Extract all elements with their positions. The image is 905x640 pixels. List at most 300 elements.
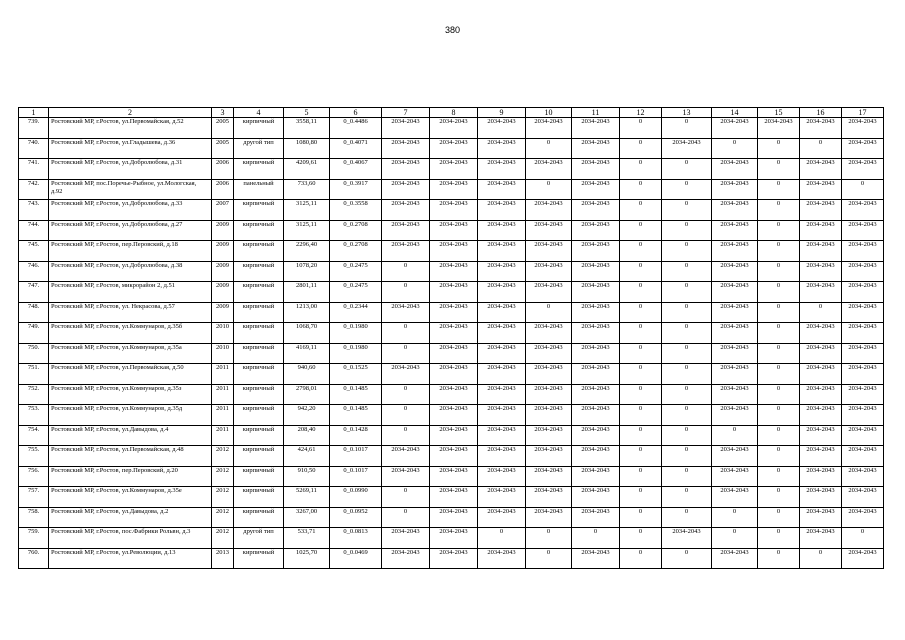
- table-cell: 2034-2043: [382, 118, 430, 139]
- table-row: [19, 241, 884, 262]
- table-cell: 0: [382, 261, 430, 282]
- table-cell: 2034-2043: [712, 323, 758, 344]
- table-cell: 1213,00: [284, 302, 330, 323]
- table-cell: 733,60: [284, 179, 330, 200]
- table-cell: 2013: [212, 548, 234, 569]
- table-cell: 0: [662, 179, 712, 200]
- table-cell: 755.: [19, 446, 49, 467]
- table-cell: 0: [620, 466, 662, 487]
- table-cell: 2034-2043: [842, 343, 884, 364]
- header-row: [19, 108, 884, 118]
- table-cell: 0: [620, 384, 662, 405]
- table-cell: 0: [758, 466, 800, 487]
- table-row: [19, 425, 884, 446]
- table-cell: 743.: [19, 200, 49, 221]
- column-header: 1: [19, 108, 49, 118]
- address-cell: Ростовский МР, г.Ростов, пер.Перовский, д.20: [49, 466, 212, 487]
- address-cell: Ростовский МР, г.Ростов, ул.Коммунаров, д.35а: [49, 343, 212, 364]
- table-cell: 2034-2043: [526, 384, 572, 405]
- address-cell: Ростовский МР, г.Ростов, ул.Коммунаров, д.35е: [49, 487, 212, 508]
- table-row: [19, 364, 884, 385]
- table-cell: 0: [620, 282, 662, 303]
- table-cell: 2034-2043: [712, 118, 758, 139]
- table-cell: 2034-2043: [382, 548, 430, 569]
- table-cell: 4209,61: [284, 159, 330, 180]
- column-header: 16: [800, 108, 842, 118]
- table-cell: 0_0.0990: [330, 487, 382, 508]
- table-cell: 2034-2043: [712, 466, 758, 487]
- table-cell: 0: [662, 425, 712, 446]
- table-cell: 756.: [19, 466, 49, 487]
- table-row: [19, 548, 884, 569]
- table-cell: 2012: [212, 446, 234, 467]
- table-row: [19, 118, 884, 139]
- table-cell: 0: [620, 159, 662, 180]
- table-cell: 2034-2043: [712, 446, 758, 467]
- table-cell: 0_0.1980: [330, 323, 382, 344]
- table-cell: 742.: [19, 179, 49, 200]
- table-cell: 2034-2043: [712, 200, 758, 221]
- table-cell: 0: [620, 179, 662, 200]
- table-cell: 0: [758, 220, 800, 241]
- table-cell: 2034-2043: [800, 241, 842, 262]
- table-cell: 2012: [212, 528, 234, 549]
- table-cell: 2034-2043: [712, 384, 758, 405]
- table-cell: 2034-2043: [842, 507, 884, 528]
- table-cell: 0: [382, 323, 430, 344]
- table-cell: 2034-2043: [478, 548, 526, 569]
- table-cell: 0: [526, 179, 572, 200]
- table-cell: 2034-2043: [478, 241, 526, 262]
- table-cell: 5269,11: [284, 487, 330, 508]
- table-cell: 2034-2043: [478, 220, 526, 241]
- table-cell: 2034-2043: [430, 507, 478, 528]
- table-cell: 2034-2043: [382, 528, 430, 549]
- table-cell: 2034-2043: [430, 200, 478, 221]
- table-cell: 2034-2043: [526, 405, 572, 426]
- table-cell: 2034-2043: [712, 179, 758, 200]
- table-cell: 0: [662, 384, 712, 405]
- table-cell: 2006: [212, 159, 234, 180]
- table-cell: 2034-2043: [572, 302, 620, 323]
- table-cell: 0: [620, 200, 662, 221]
- table-cell: 753.: [19, 405, 49, 426]
- table-cell: 0: [620, 138, 662, 159]
- table-cell: 0: [758, 323, 800, 344]
- table-cell: 2034-2043: [572, 405, 620, 426]
- table-cell: 2006: [212, 179, 234, 200]
- table-cell: 2034-2043: [430, 343, 478, 364]
- table-cell: 0: [662, 200, 712, 221]
- table-cell: 740.: [19, 138, 49, 159]
- table-cell: 2034-2043: [478, 507, 526, 528]
- table-cell: 0: [662, 261, 712, 282]
- table-cell: 2034-2043: [842, 384, 884, 405]
- table-cell: 2034-2043: [842, 548, 884, 569]
- table-cell: 0: [662, 487, 712, 508]
- table-cell: 0: [662, 323, 712, 344]
- table-cell: 2034-2043: [430, 446, 478, 467]
- table-cell: 2034-2043: [382, 159, 430, 180]
- table-cell: 2034-2043: [382, 179, 430, 200]
- table-cell: 0: [758, 261, 800, 282]
- table-cell: 4169,11: [284, 343, 330, 364]
- table-cell: кирпичный: [234, 282, 284, 303]
- table-cell: 0: [526, 528, 572, 549]
- table-cell: 2034-2043: [526, 282, 572, 303]
- table-cell: 0: [662, 548, 712, 569]
- table-cell: 2034-2043: [526, 200, 572, 221]
- table-cell: 2034-2043: [430, 487, 478, 508]
- table-cell: 0: [382, 343, 430, 364]
- table-cell: 0: [800, 548, 842, 569]
- table-cell: 2034-2043: [572, 384, 620, 405]
- table-cell: 0_0.4067: [330, 159, 382, 180]
- table-cell: 741.: [19, 159, 49, 180]
- table-cell: 0: [620, 323, 662, 344]
- table-cell: 2011: [212, 364, 234, 385]
- table-cell: 1078,20: [284, 261, 330, 282]
- table-cell: 2034-2043: [800, 343, 842, 364]
- table-cell: 0: [758, 179, 800, 200]
- table-cell: 2034-2043: [800, 446, 842, 467]
- table-cell: 2034-2043: [478, 302, 526, 323]
- column-header: 11: [572, 108, 620, 118]
- table-cell: 0: [620, 302, 662, 323]
- table-cell: 2034-2043: [800, 118, 842, 139]
- table-cell: 208,40: [284, 425, 330, 446]
- table-cell: 2034-2043: [572, 487, 620, 508]
- table-cell: 942,20: [284, 405, 330, 426]
- table-cell: 2034-2043: [800, 528, 842, 549]
- table-cell: 2034-2043: [572, 241, 620, 262]
- table-cell: 758.: [19, 507, 49, 528]
- table-cell: 2034-2043: [430, 548, 478, 569]
- address-cell: Ростовский МР, г.Ростов, ул.Давыдова, д.2: [49, 507, 212, 528]
- table-cell: 2034-2043: [526, 241, 572, 262]
- address-cell: Ростовский МР, г.Ростов, микрорайон 2, д.51: [49, 282, 212, 303]
- table-cell: 2034-2043: [478, 159, 526, 180]
- table-cell: 2034-2043: [526, 446, 572, 467]
- table-cell: 0: [758, 425, 800, 446]
- table-cell: 2034-2043: [712, 343, 758, 364]
- table-cell: 0: [662, 302, 712, 323]
- table-cell: 533,71: [284, 528, 330, 549]
- table-cell: 2034-2043: [382, 220, 430, 241]
- table-cell: 2034-2043: [800, 323, 842, 344]
- table-cell: 746.: [19, 261, 49, 282]
- table-cell: 2034-2043: [478, 343, 526, 364]
- table-cell: 749.: [19, 323, 49, 344]
- table-row: [19, 384, 884, 405]
- table-cell: 0: [712, 507, 758, 528]
- table-cell: 2034-2043: [572, 466, 620, 487]
- table-cell: 2005: [212, 138, 234, 159]
- table-cell: 2034-2043: [526, 425, 572, 446]
- table-cell: 0: [382, 507, 430, 528]
- table-cell: 2034-2043: [572, 507, 620, 528]
- table-cell: 0_0.0469: [330, 548, 382, 569]
- table-cell: кирпичный: [234, 446, 284, 467]
- table-cell: 0: [712, 528, 758, 549]
- address-cell: Ростовский МР, г.Ростов, ул.Добролюбова, д.33: [49, 200, 212, 221]
- table-cell: 0: [620, 220, 662, 241]
- table-cell: 0: [620, 548, 662, 569]
- address-cell: Ростовский МР, г.Ростов, ул.Давыдова, д.4: [49, 425, 212, 446]
- table-cell: 2034-2043: [526, 364, 572, 385]
- table-cell: 0: [620, 528, 662, 549]
- table-cell: 2012: [212, 507, 234, 528]
- table-cell: 2034-2043: [430, 384, 478, 405]
- table-cell: 2034-2043: [712, 220, 758, 241]
- table-cell: 0: [758, 159, 800, 180]
- table-cell: 0: [662, 159, 712, 180]
- table-cell: 2034-2043: [382, 446, 430, 467]
- table-cell: кирпичный: [234, 323, 284, 344]
- table-cell: 2034-2043: [526, 507, 572, 528]
- table-cell: 2034-2043: [712, 405, 758, 426]
- table-cell: 2034-2043: [842, 220, 884, 241]
- table-cell: 2034-2043: [526, 159, 572, 180]
- table-cell: 1025,70: [284, 548, 330, 569]
- address-cell: Ростовский МР, г.Ростов, ул.Добролюбова, д.27: [49, 220, 212, 241]
- table-cell: 2034-2043: [800, 261, 842, 282]
- table-cell: 0: [526, 138, 572, 159]
- table-cell: другой тип: [234, 138, 284, 159]
- table-cell: 2034-2043: [800, 425, 842, 446]
- table-cell: 0: [662, 220, 712, 241]
- table-cell: 0: [620, 487, 662, 508]
- table-cell: 2034-2043: [430, 528, 478, 549]
- table-cell: 2034-2043: [478, 425, 526, 446]
- table-cell: 2034-2043: [572, 220, 620, 241]
- table-cell: 2034-2043: [842, 159, 884, 180]
- page-number: 380: [444, 25, 461, 35]
- address-cell: Ростовский МР, г.Ростов, ул.Коммунаров, д.35д: [49, 405, 212, 426]
- table-cell: 760.: [19, 548, 49, 569]
- table-cell: 0: [662, 118, 712, 139]
- table-cell: 2034-2043: [478, 179, 526, 200]
- table-cell: 0: [526, 302, 572, 323]
- table-cell: кирпичный: [234, 487, 284, 508]
- column-header: 2: [49, 108, 212, 118]
- table-cell: 0: [662, 446, 712, 467]
- table-cell: 744.: [19, 220, 49, 241]
- table-row: [19, 507, 884, 528]
- table-cell: 0_0.2475: [330, 261, 382, 282]
- table-cell: 0: [758, 241, 800, 262]
- table-cell: 2034-2043: [382, 466, 430, 487]
- table-cell: 2012: [212, 487, 234, 508]
- table-cell: кирпичный: [234, 118, 284, 139]
- table-cell: 0: [758, 364, 800, 385]
- table-cell: кирпичный: [234, 364, 284, 385]
- table-cell: 0: [758, 384, 800, 405]
- table-cell: 3125,11: [284, 200, 330, 221]
- table-cell: 2034-2043: [572, 343, 620, 364]
- table-cell: 0: [478, 528, 526, 549]
- column-header: 8: [430, 108, 478, 118]
- table-cell: 2034-2043: [800, 466, 842, 487]
- table-cell: 2034-2043: [478, 384, 526, 405]
- table-cell: 0_0.2708: [330, 241, 382, 262]
- table-row: [19, 446, 884, 467]
- column-header: 7: [382, 108, 430, 118]
- address-cell: Ростовский МР, пос.Поречье-Рыбное, ул.Мологская, д.92: [49, 179, 212, 200]
- table-cell: 910,50: [284, 466, 330, 487]
- table-cell: 2009: [212, 261, 234, 282]
- table-cell: 0: [382, 425, 430, 446]
- table-cell: 2034-2043: [800, 159, 842, 180]
- table-cell: кирпичный: [234, 384, 284, 405]
- table-cell: 0_0.1980: [330, 343, 382, 364]
- table-row: [19, 528, 884, 549]
- column-header: 14: [712, 108, 758, 118]
- table-cell: 757.: [19, 487, 49, 508]
- table-cell: панельный: [234, 179, 284, 200]
- table-cell: 2011: [212, 405, 234, 426]
- table-cell: 1080,80: [284, 138, 330, 159]
- table-cell: 2034-2043: [572, 446, 620, 467]
- table-cell: 3125,11: [284, 220, 330, 241]
- address-cell: Ростовский МР, г.Ростов, пер.Перовский, д.18: [49, 241, 212, 262]
- table-cell: 0_0.4486: [330, 118, 382, 139]
- table-cell: 2034-2043: [478, 118, 526, 139]
- address-cell: Ростовский МР, г.Ростов, ул. Некрасова, д.57: [49, 302, 212, 323]
- table-cell: кирпичный: [234, 159, 284, 180]
- table-cell: 424,61: [284, 446, 330, 467]
- table-cell: 2034-2043: [478, 446, 526, 467]
- table-cell: 2034-2043: [842, 425, 884, 446]
- table-cell: кирпичный: [234, 507, 284, 528]
- table-cell: 0_0.4071: [330, 138, 382, 159]
- table-cell: 0: [758, 548, 800, 569]
- table-row: [19, 138, 884, 159]
- table-cell: 2034-2043: [712, 364, 758, 385]
- table-cell: 2034-2043: [842, 241, 884, 262]
- table-cell: 0: [712, 425, 758, 446]
- table-cell: кирпичный: [234, 261, 284, 282]
- table-cell: 2034-2043: [430, 323, 478, 344]
- table-cell: другой тип: [234, 528, 284, 549]
- table-cell: 2034-2043: [430, 220, 478, 241]
- table-row: [19, 323, 884, 344]
- table-cell: 2034-2043: [478, 364, 526, 385]
- table-cell: 3558,11: [284, 118, 330, 139]
- table-cell: 0: [662, 466, 712, 487]
- address-cell: Ростовский МР, г.Ростов, пос.Фабрики Рольвн, д.3: [49, 528, 212, 549]
- table-cell: 2034-2043: [382, 138, 430, 159]
- table-cell: 2034-2043: [382, 364, 430, 385]
- table-cell: 2034-2043: [430, 282, 478, 303]
- table-cell: 0_0.2344: [330, 302, 382, 323]
- table-cell: 2034-2043: [382, 200, 430, 221]
- table-cell: 2034-2043: [800, 179, 842, 200]
- table-cell: 751.: [19, 364, 49, 385]
- table-cell: 2034-2043: [478, 261, 526, 282]
- table-cell: кирпичный: [234, 220, 284, 241]
- table-cell: 759.: [19, 528, 49, 549]
- table-cell: 0: [758, 405, 800, 426]
- table-cell: 747.: [19, 282, 49, 303]
- table-row: [19, 200, 884, 221]
- housing-table: [18, 107, 884, 569]
- address-cell: Ростовский МР, г.Ростов, ул.Первомайская, д.52: [49, 118, 212, 139]
- table-cell: 2034-2043: [712, 261, 758, 282]
- table-cell: 0: [662, 364, 712, 385]
- table-cell: 2034-2043: [842, 466, 884, 487]
- table-cell: 752.: [19, 384, 49, 405]
- table-cell: 2034-2043: [526, 466, 572, 487]
- table-row: [19, 405, 884, 426]
- table-cell: 2034-2043: [572, 138, 620, 159]
- table-cell: 739.: [19, 118, 49, 139]
- table-cell: 750.: [19, 343, 49, 364]
- table-cell: 0_0.1428: [330, 425, 382, 446]
- column-header: 5: [284, 108, 330, 118]
- table-cell: 2009: [212, 220, 234, 241]
- column-header: 3: [212, 108, 234, 118]
- table-cell: 2034-2043: [572, 159, 620, 180]
- table-cell: 0: [758, 138, 800, 159]
- table-cell: 0: [382, 384, 430, 405]
- table-cell: 2034-2043: [572, 548, 620, 569]
- table-cell: 0_0.2708: [330, 220, 382, 241]
- table-cell: 2034-2043: [842, 364, 884, 385]
- table-row: [19, 343, 884, 364]
- table-cell: 2034-2043: [800, 405, 842, 426]
- table-cell: 2034-2043: [712, 241, 758, 262]
- table-cell: 2034-2043: [800, 220, 842, 241]
- table-cell: 3267,00: [284, 507, 330, 528]
- table-cell: 2009: [212, 302, 234, 323]
- table-cell: 0: [662, 241, 712, 262]
- table-cell: 2034-2043: [842, 446, 884, 467]
- table-cell: 2034-2043: [430, 425, 478, 446]
- table-cell: 0: [620, 446, 662, 467]
- table-cell: 0_0.0813: [330, 528, 382, 549]
- column-header: 13: [662, 108, 712, 118]
- table-cell: 2034-2043: [712, 282, 758, 303]
- table-cell: 2034-2043: [430, 159, 478, 180]
- address-cell: Ростовский МР, г.Ростов, ул.Добролюбова, д.38: [49, 261, 212, 282]
- table-cell: 2034-2043: [842, 323, 884, 344]
- table-cell: 745.: [19, 241, 49, 262]
- table-cell: 2034-2043: [572, 425, 620, 446]
- column-header: 12: [620, 108, 662, 118]
- table-cell: 0: [842, 179, 884, 200]
- table-cell: 2010: [212, 343, 234, 364]
- table-row: [19, 220, 884, 241]
- table-cell: 2009: [212, 282, 234, 303]
- table-cell: 2034-2043: [842, 118, 884, 139]
- table-cell: 2034-2043: [712, 159, 758, 180]
- table-cell: кирпичный: [234, 200, 284, 221]
- table-cell: 2034-2043: [572, 261, 620, 282]
- table-cell: 2011: [212, 425, 234, 446]
- table-cell: 2801,11: [284, 282, 330, 303]
- table-cell: 2034-2043: [800, 507, 842, 528]
- table-cell: кирпичный: [234, 548, 284, 569]
- column-header: 4: [234, 108, 284, 118]
- column-header: 10: [526, 108, 572, 118]
- table-cell: 2034-2043: [842, 282, 884, 303]
- table-cell: 2011: [212, 384, 234, 405]
- table-cell: 0: [662, 405, 712, 426]
- table-cell: 0: [758, 343, 800, 364]
- table-cell: 2034-2043: [572, 118, 620, 139]
- table-cell: 2034-2043: [430, 261, 478, 282]
